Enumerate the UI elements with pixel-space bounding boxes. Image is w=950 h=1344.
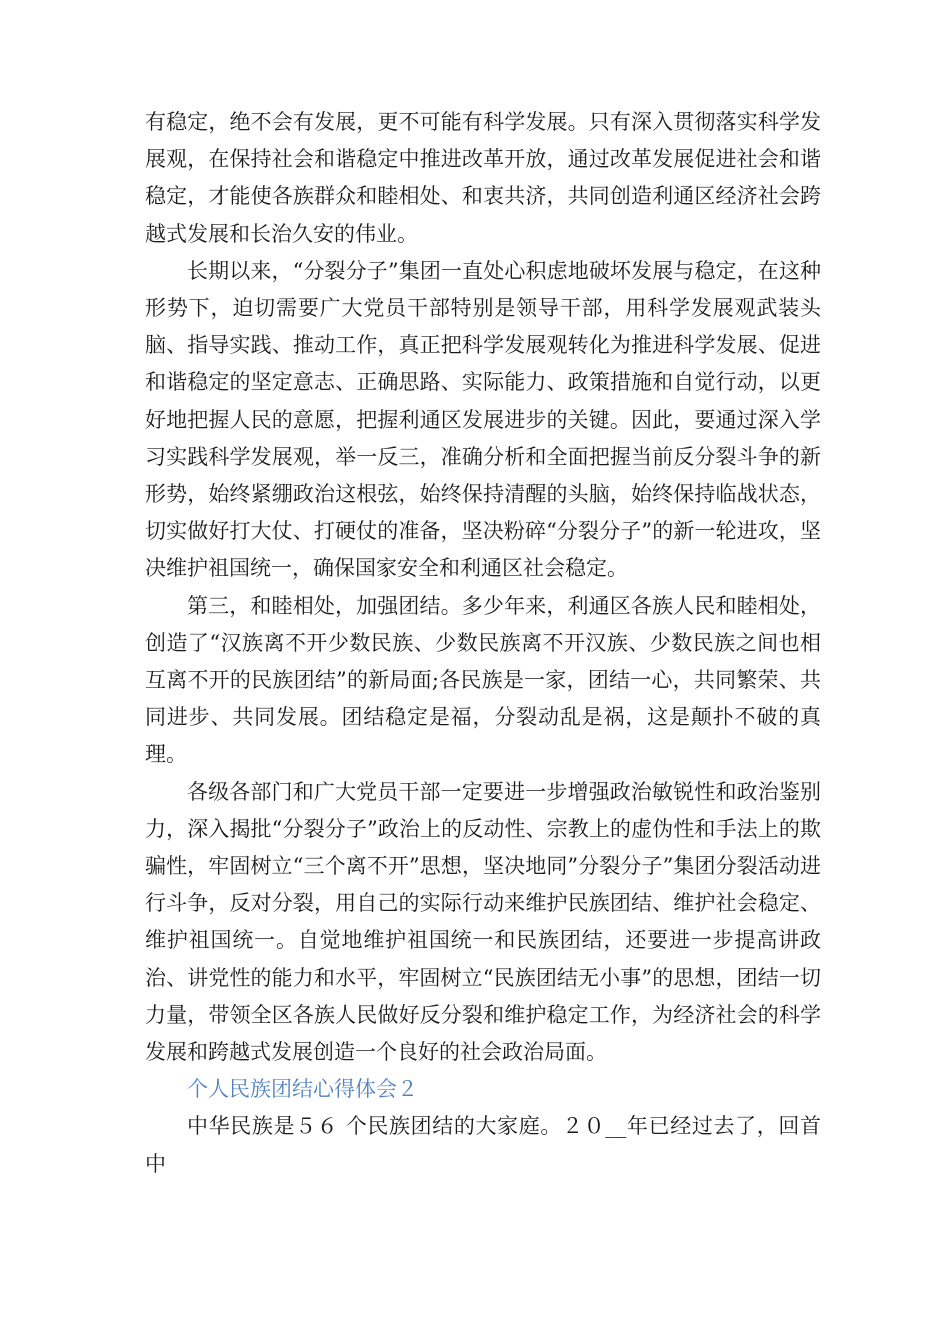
paragraph-party-cadres: 各级各部门和广大党员干部一定要进一步增强政治敏锐性和政治鉴别力，深入揭批“分裂分子”政治上的反动性、宗教上的虚伪性和手法上的欺骗性，牢固树立“三个离不开”思想，坚决地同”分裂分子”集团分裂活动进行斗争，反对分裂，用自己的实际行动来维护民族团结、维护社会稳定、维护祖国统一。自觉地维护祖国统一和民族团结，还要进一步提高讲政治、讲党性的能力和水平，牢固树立“民族团结无小事”的思想，团结一切力量，带领全区各族人民做好反分裂和维护稳定工作，为经济社会的科学发展和跨越式发展创造一个良好的社会政治局面。	[145, 779, 821, 1065]
paragraph-harmony-unity: 第三，和睦相处，加强团结。多少年来，利通区各族人民和睦相处，创造了“汉族离不开少数民族、少数民族离不开汉族、少数民族之间也相互离不开的民族团结”的新局面;各民族是一家，团结一心，共同繁荣、共同进步、共同发展。团结稳定是福，分裂动乱是祸，这是颠扑不破的真理。	[145, 593, 821, 767]
paragraph-separatist-threat: 长期以来，“分裂分子”集团一直处心积虑地破坏发展与稳定，在这种形势下，迫切需要广大党员干部特别是领导干部，用科学发展观武装头脑、指导实践、推动工作，真正把科学发展观转化为推进科学发展、促进和谐稳定的坚定意志、正确思路、实际能力、政策措施和自觉行动，以更好地把握人民的意愿，把握利通区发展进步的关键。因此，要通过深入学习实践科学发展观，举一反三，准确分析和全面把握当前反分裂斗争的新形势，始终紧绷政治这根弦，始终保持清醒的头脑，始终保持临战状态，切实做好打大仗、打硬仗的准备，坚决粉碎“分裂分子”的新一轮进攻，坚决维护祖国统一，确保国家安全和利通区社会稳定。	[145, 258, 821, 581]
document-body	[145, 104, 821, 1183]
paragraph-chinese-nation: 中华民族是５６ 个民族团结的大家庭。２０__年已经过去了，回首中	[145, 1114, 821, 1176]
paragraph-continuation: 有稳定，绝不会有发展，更不可能有科学发展。只有深入贯彻落实科学发展观，在保持社会和谐稳定中推进改革开放，通过改革发展促进社会和谐稳定，才能使各族群众和睦相处、和衷共济，共同创造利通区经济社会跨越式发展和长治久安的伟业。	[145, 110, 821, 246]
section-heading: 个人民族团结心得体会２	[187, 1077, 418, 1102]
